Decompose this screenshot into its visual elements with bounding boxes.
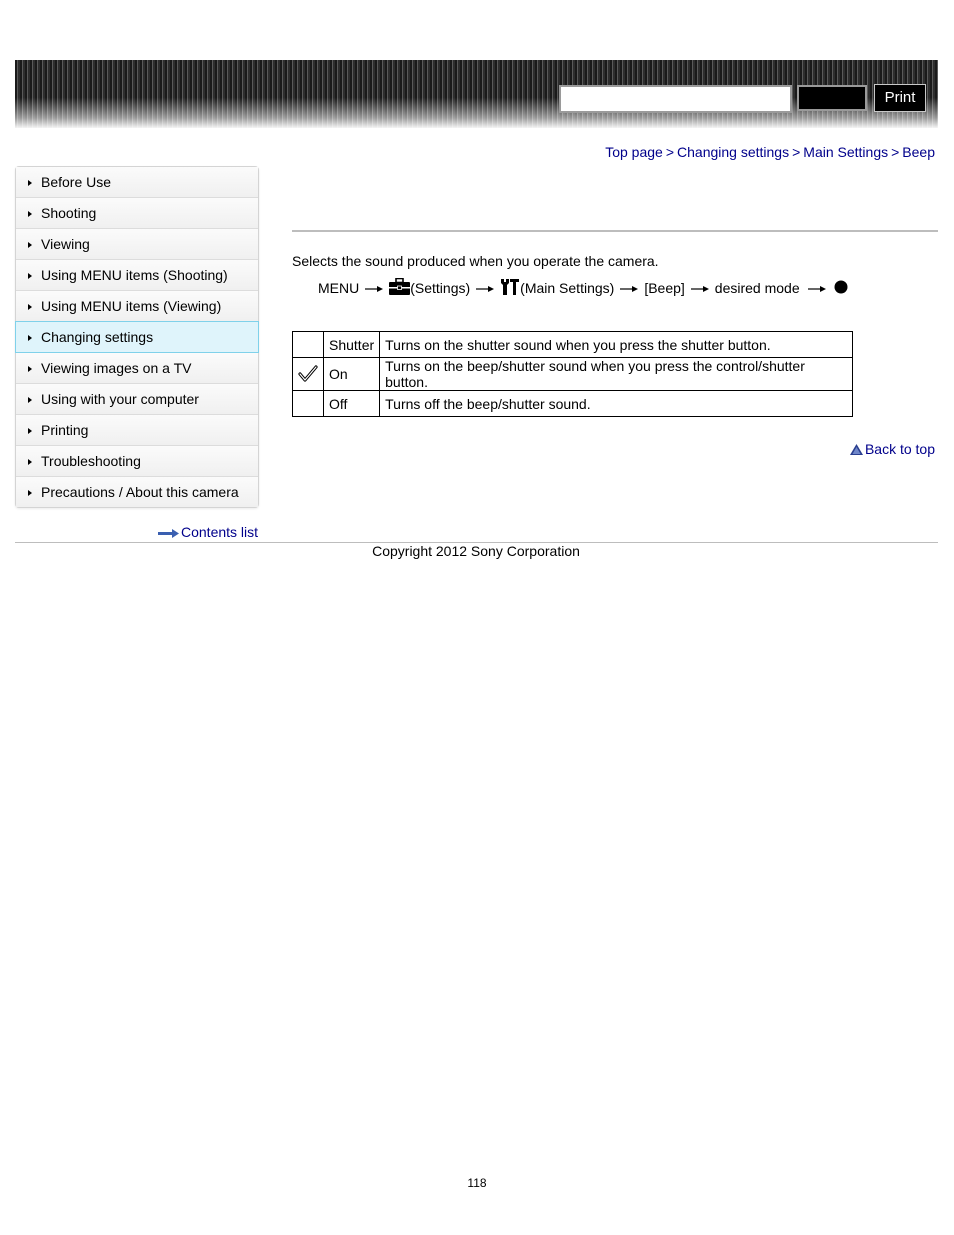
sidebar-item-printing[interactable] (16, 415, 258, 446)
arrow-right-icon (620, 280, 638, 296)
contents-list-label: Contents list (181, 524, 259, 540)
print-button[interactable]: Print (874, 84, 926, 112)
arrow-right-icon (158, 525, 179, 541)
menu-path-main-settings: (Main Settings) (520, 280, 615, 296)
center-button-icon (834, 280, 848, 297)
menu-path-settings: (Settings) (410, 280, 471, 296)
sidebar-item-troubleshooting[interactable] (16, 446, 258, 477)
sidebar-item-label: Printing (41, 422, 89, 438)
triangle-right-icon (28, 366, 32, 372)
sidebar-item-precautions[interactable] (16, 477, 258, 507)
sidebar-nav (15, 166, 259, 508)
table-row (293, 391, 853, 417)
breadcrumb-changing-settings[interactable]: Changing settings (677, 144, 790, 160)
search-button[interactable] (797, 85, 867, 111)
breadcrumb-main-settings[interactable]: Main Settings (803, 144, 889, 160)
option-name: On (324, 358, 380, 391)
back-to-top-label: Back to top (864, 441, 935, 457)
back-to-top-link[interactable] (850, 441, 935, 458)
triangle-right-icon (28, 490, 32, 496)
option-description: Turns off the beep/shutter sound. (380, 391, 853, 417)
triangle-up-icon (850, 442, 863, 458)
sidebar-item-label: Changing settings (41, 329, 154, 345)
sidebar-item-label: Using with your computer (41, 391, 199, 407)
option-name: Shutter (324, 332, 380, 358)
arrow-right-icon (476, 280, 494, 296)
menu-path-beep: [Beep] (644, 280, 685, 296)
sidebar-item-menu-viewing[interactable] (16, 291, 258, 322)
contents-list-link[interactable] (158, 524, 258, 541)
table-row (293, 332, 853, 358)
breadcrumb-beep[interactable]: Beep (902, 144, 935, 160)
sidebar-item-label: Shooting (41, 205, 97, 221)
sidebar-item-label: Precautions / About this camera (41, 484, 239, 500)
default-mark-cell (293, 391, 324, 417)
triangle-right-icon (28, 335, 32, 341)
wrench-icon (500, 278, 520, 299)
sidebar-item-viewing-on-tv[interactable] (16, 353, 258, 384)
triangle-right-icon (28, 273, 32, 279)
sidebar-item-label: Viewing images on a TV (41, 360, 192, 376)
triangle-right-icon (28, 180, 32, 186)
arrow-right-icon (808, 280, 826, 296)
option-description: Turns on the beep/shutter sound when you press the control/shutter button. (380, 358, 853, 391)
breadcrumb-separator: > (792, 144, 801, 160)
toolbox-icon (389, 278, 410, 298)
option-name: Off (324, 391, 380, 417)
sidebar-item-menu-shooting[interactable] (16, 260, 258, 291)
copyright-text: Copyright 2012 Sony Corporation (372, 543, 580, 559)
default-mark-cell (293, 332, 324, 358)
arrow-right-icon (691, 280, 709, 296)
triangle-right-icon (28, 428, 32, 434)
breadcrumb-separator: > (891, 144, 900, 160)
triangle-right-icon (28, 242, 32, 248)
checkmark-icon (298, 365, 318, 383)
options-table (292, 331, 853, 417)
sidebar-item-before-use[interactable] (16, 167, 258, 198)
triangle-right-icon (28, 397, 32, 403)
sidebar-item-label: Viewing (41, 236, 90, 252)
triangle-right-icon (28, 211, 32, 217)
sidebar-item-label: Before Use (41, 174, 112, 190)
breadcrumb (605, 144, 935, 160)
sidebar-item-computer[interactable] (16, 384, 258, 415)
default-mark-cell (293, 358, 324, 391)
sidebar-item-viewing[interactable] (16, 229, 258, 260)
title-divider (292, 230, 938, 232)
option-description: Turns on the shutter sound when you press the shutter button. (380, 332, 853, 358)
table-row (293, 358, 853, 391)
description-text: Selects the sound produced when you operate the camera. (292, 253, 659, 269)
menu-path-menu: MENU (318, 280, 360, 296)
triangle-right-icon (28, 459, 32, 465)
header-banner (15, 60, 938, 128)
menu-path (318, 277, 848, 299)
sidebar-item-label: Using MENU items (Shooting) (41, 267, 228, 283)
page-number: 118 (467, 1176, 487, 1190)
sidebar-item-shooting[interactable] (16, 198, 258, 229)
menu-path-desired-mode: desired mode (714, 280, 800, 296)
arrow-right-icon (365, 280, 383, 296)
sidebar-item-label: Troubleshooting (41, 453, 141, 469)
sidebar-item-changing-settings[interactable] (15, 321, 259, 353)
triangle-right-icon (28, 304, 32, 310)
breadcrumb-separator: > (665, 144, 675, 160)
search-input[interactable] (559, 85, 792, 113)
breadcrumb-top-page[interactable]: Top page (605, 144, 663, 160)
sidebar-item-label: Using MENU items (Viewing) (41, 298, 222, 314)
